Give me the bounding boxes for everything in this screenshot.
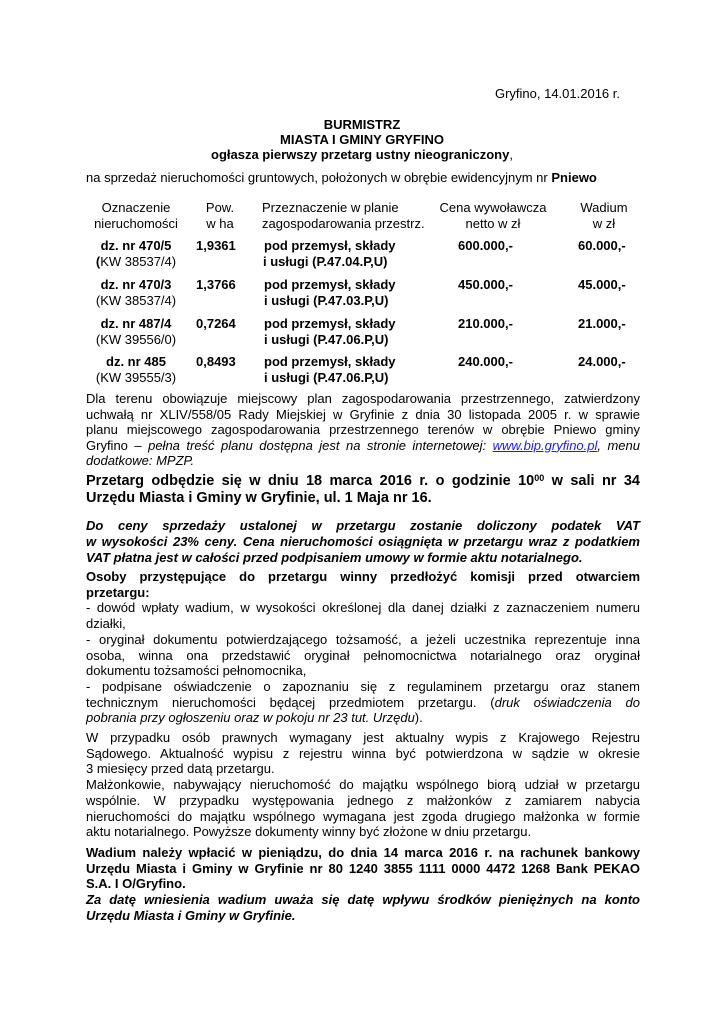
row-price: 210.000,- bbox=[458, 316, 513, 331]
row-purpose: pod przemysł, składy i usługi (P.47.04.P,U) bbox=[263, 238, 396, 269]
row-purpose: pod przemysł, składy i usługi (P.47.03.P,U) bbox=[264, 277, 396, 308]
auction-date-paragraph: Przetarg odbędzie się w dniu 18 marca 2016 r. o godzinie $10^{00}$ w sali nr 34 Urzędu Miasta i Gminy w Gryfinie, ul. 1 Maja nr 16. bbox=[86, 473, 640, 506]
row-area: 0,8493 bbox=[196, 354, 236, 369]
bip-link[interactable]: www.bip.gryfino.pl bbox=[492, 437, 598, 453]
table-row: dz. nr 470/3 (KW 38537/4) bbox=[95, 277, 177, 308]
col-header-plot: Oznaczenie nieruchomości bbox=[94, 200, 178, 231]
col-header-purpose: Przeznaczenie w planie zagospodarowania przestrz. bbox=[262, 200, 425, 231]
title-burmistrz: BURMISTRZ bbox=[323, 117, 401, 132]
place-date: Gryfino, 14.01.2016 r. bbox=[494, 86, 620, 101]
intro-text: na sprzedaż nieruchomości gruntowych, położonych w obrębie ewidencyjnym nr Pniewo bbox=[86, 170, 597, 185]
row-deposit: 60.000,- bbox=[578, 238, 626, 253]
col-header-deposit: Wadium w zł bbox=[580, 200, 628, 231]
payment-paragraph: Wadium należy wpłacić w pieniądzu, do dnia 14 marca 2016 r. na rachunek bankowy Urzędu Miasta i Gminy w Gryfinie nr 80 1240 3855 1111 0000 4472 1268 Bank PEKAO S.A. I O/Gryfino. Za datę wniesienia wadium uważa się datę wpływu środków pieniężnych na konto Urzędu Miasta i Gminy w Gryfinie. bbox=[86, 845, 640, 923]
row-deposit: 24.000,- bbox=[578, 354, 626, 369]
table-row: dz. nr 485 (KW 39555/3) bbox=[95, 354, 177, 385]
property-table bbox=[86, 200, 646, 390]
row-price: 450.000,- bbox=[458, 277, 513, 292]
row-purpose: pod przemysł, składy i usługi (P.47.06.P,U) bbox=[264, 354, 396, 385]
row-price: 240.000,- bbox=[458, 354, 513, 369]
row-price: 600.000,- bbox=[458, 238, 513, 253]
title-announcement: ogłasza pierwszy przetarg ustny nieograniczony, bbox=[211, 147, 513, 162]
row-deposit: 21.000,- bbox=[578, 316, 626, 331]
documents-paragraph: Osoby przystępujące do przetargu winny przedłożyć komisji przed otwarciem przetargu: - dowód wpłaty wadium, w wysokości określonej dla danej działki z zaznaczeniem numeru działki, - oryginał dokumentu potwierdzającego tożsamość, a jeżeli uczestnika reprezentuje inna osoba, winna ona przedstawić oryginał pełnomocnictwa notarialnego oraz oryginał dokumentu tożsamości pełnomocnika, - podpisane oświadczenie o zapoznaniu się z regulaminem przetargu oraz stanem technicznym nieruchomości będącej przedmiotem przetargu. (druk oświadczenia do pobrania przy ogłoszeniu oraz w pokoju nr 23 tut. Urzędu). bbox=[86, 569, 640, 726]
table-row: dz. nr 470/5 (KW 38537/4) bbox=[95, 238, 177, 269]
table-row: dz. nr 487/4 (KW 39556/0) bbox=[95, 316, 177, 347]
row-area: 1,9361 bbox=[196, 238, 236, 253]
row-deposit: 45.000,- bbox=[578, 277, 626, 292]
title-city: MIASTA I GMINY GRYFINO bbox=[280, 132, 444, 147]
plan-paragraph: Dla terenu obowiązuje miejscowy plan zagospodarowania przestrzennego, zatwierdzony uchwałą nr XLIV/558/05 Rady Miejskiej w Gryfinie z dnia 30 listopada 2005 r. w sprawie planu miejscowego zagospodarowania przestrzennego terenów w obrębie Pniewo gminy Gryfino – pełna treść planu dostępna jest na stronie internetowej: www.bip.gryfino.pl, menu dodatkowe: MPZP. bbox=[86, 391, 640, 468]
legal-paragraph: W przypadku osób prawnych wymagany jest aktualny wypis z Krajowego Rejestru Sądowego. Aktualność wypisu z rejestru winna być potwierdzona w sądzie w okresie 3 miesięcy przed datą przetargu. Małżonkowie, nabywający nieruchomość do majątku wspólnego biorą udział w przetargu wspólnie. W przypadku występowania jednego z małżonków z zamiarem nabycia nieruchomości do majątku wspólnego wymagana jest zgoda drugiego małżonka w formie aktu notarialnego. Powyższe dokumenty winny być złożone w dniu przetargu. bbox=[86, 730, 640, 840]
vat-paragraph: Do ceny sprzedaży ustalonej w przetargu zostanie doliczony podatek VAT w wysokości 23% ceny. Cena nieruchomości osiągnięta w przetargu wraz z podatkiem VAT płatna jest w całości przed podpisaniem umowy w formie aktu notarialnego. bbox=[86, 518, 640, 565]
row-area: 1,3766 bbox=[196, 277, 236, 292]
row-purpose: pod przemysł, składy i usługi (P.47.06.P,U) bbox=[264, 316, 396, 347]
col-header-area: Pow. w ha bbox=[205, 200, 235, 231]
row-area: 0,7264 bbox=[196, 316, 236, 331]
col-header-price: Cena wywoławcza netto w zł bbox=[439, 200, 547, 231]
